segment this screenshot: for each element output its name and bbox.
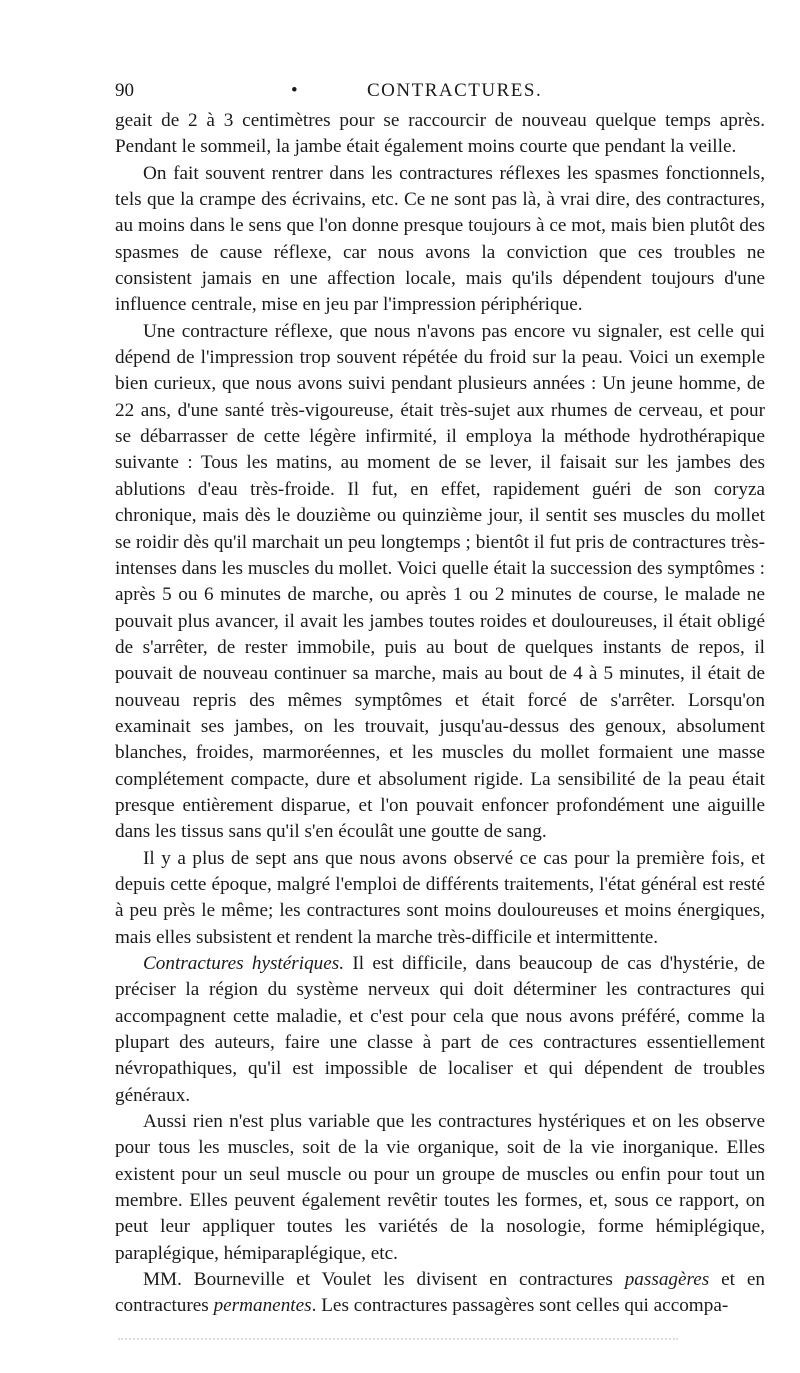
italic-term-permanentes: permanentes [213,1295,312,1317]
paragraph-hysterical-contractures [115,951,765,1109]
paragraph-reflex-spasms: On fait souvent rentrer dans les contractures réflexes les spasmes fonctionnels, tels que la crampe des écrivains, etc. Ce ne sont pas là, à vrai dire, des contractures, au moins dans le sens que l'on donne presque toujours à ce mot, mais bien plutôt des spasmes de cause réflexe, car nous avons la conviction que ces troubles ne consistent jamais en une affection locale, mais qu'ils dépendent toujours d'une influence centrale, mise en jeu par l'impression périphérique. [115,162,765,316]
book-page [115,80,765,1320]
paragraph-text: MM. Bourneville et Voulet les divisent en contractures [143,1269,625,1291]
section-heading-italic: Contractures hystériques. [143,953,345,974]
page-header [115,80,765,108]
header-separator: • [291,80,298,101]
page-number: 90 [115,80,134,101]
paragraph-continuation: geait de 2 à 3 centimètres pour se raccourcir de nouveau quelque temps après. Pendant le sommeil, la jambe était également moins courte que pendant la veille. [115,110,765,158]
paragraph-seven-years-observation: Il y a plus de sept ans que nous avons observé ce cas pour la première fois, et depuis cette époque, malgré l'emploi de différents traitements, l'état général est resté à peu près le même; les contractures sont moins douloureuses et moins énergiques, mais elles subsistent et rendent la marche très-difficile et intermittente. [115,847,765,948]
paragraph-text: et en contractures [115,1269,765,1317]
paragraph-variability: Aussi rien n'est plus variable que les contractures hystériques et on les observe pour tous les muscles, soit de la vie organique, soit de la vie inorganique. Elles existent pour un seul muscle ou pour un groupe de muscles ou enfin pour tout un membre. Elles peuvent également revêtir toutes les formes, et, sous ce rapport, on peut leur appliquer toutes les variétés de la nosologie, forme hémiplégique, paraplégique, hémiparaplégique, etc. [115,1111,765,1264]
paragraph-text: Il est difficile, dans beaucoup de cas d'hystérie, de préciser la région du système nerveux qui doit déterminer les contractures qui accompagnent cette maladie, et c'est pour cela que nous avons préféré, comme la plupart des auteurs, faire une classe à part de ces contractures essentiellement névropathiques, qu'il est impossible de localiser et qui dépendent de troubles généraux. [115,953,765,1106]
paragraph-bourneville-classification [115,1267,765,1320]
italic-term-passageres: passagères [624,1269,710,1291]
body-text [115,108,765,1320]
scan-specks [118,1338,678,1344]
running-title: CONTRACTURES. [367,80,543,101]
paragraph-cold-contracture-case: Une contracture réflexe, que nous n'avons pas encore vu signaler, est celle qui dépend de l'impression trop souvent répétée du froid sur la peau. Voici un exemple bien curieux, que nous avons suivi pendant plusieurs années : Un jeune homme, de 22 ans, d'une santé très-vigoureuse, était très-sujet aux rhumes de cerveau, et pour se débarrasser de cette légère infirmité, il employa la méthode hydrothérapique suivante : Tous les matins, au moment de se lever, il faisait sur les jambes des ablutions d'eau très-froide. Il fut, en effet, rapidement guéri de son coryza chronique, mais dès le douzième ou quinzième jour, il sentit ses muscles du mollet se roidir dès qu'il marchait un peu longtemps ; bientôt il fut pris de contractures très-intenses dans les muscles du mollet. Voici quelle était la succession des symptômes : après 5 ou 6 minutes de marche, ou après 1 ou 2 minutes de course, le malade ne pouvait plus avancer, il avait les jambes toutes roides et douloureuses, il était obligé de s'arrêter, de rester immobile, puis au bout de quelques instants de repos, il pouvait de nouveau continuer sa marche, mais au bout de 4 à 5 minutes, il était de nouveau repris des mêmes symptômes et était forcé de s'arrêter. Lorsqu'on examinait ses jambes, on les trouvait, jusqu'au-dessus des genoux, absolument blanches, froides, marmoréennes, et les muscles du mollet formaient une masse complétement compacte, dure et absolument rigide. La sensibilité de la peau était presque entièrement disparue, et l'on pouvait enfoncer profondément une aiguille dans les tissus sans qu'il s'en écoulât une goutte de sang. [115,320,765,843]
paragraph-text: . Les contractures passagères sont celles qui accompa- [311,1295,729,1317]
